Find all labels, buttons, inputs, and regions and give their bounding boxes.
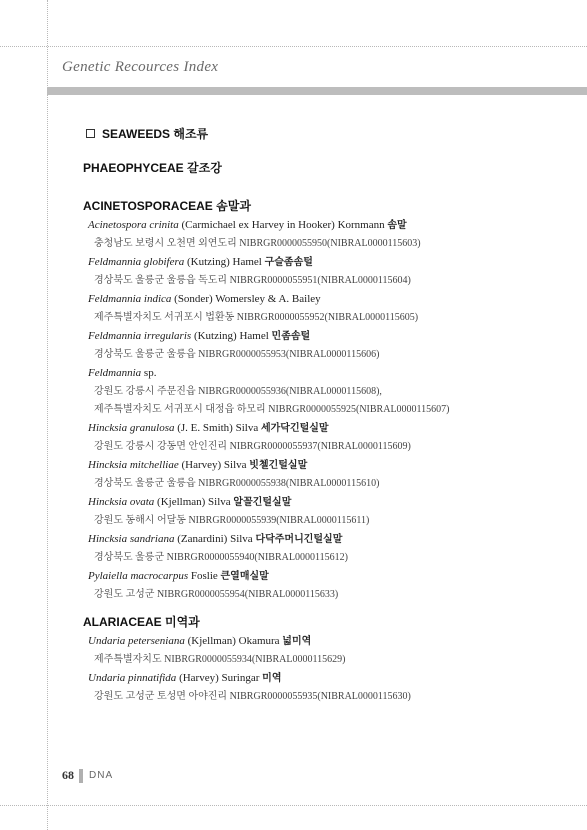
species-korean-name: 큰열매실말 <box>220 571 269 582</box>
species-authority: (J. E. Smith) Silva <box>177 422 259 434</box>
specimen-location: 강원도 동해시 어달동 NIBRGR0000055939(NIBRAL0000115611) <box>94 515 370 526</box>
running-header-title: Genetic Recources Index <box>62 59 219 75</box>
species-line <box>88 493 573 512</box>
species-authority: (Kjellman) Okamura <box>187 635 280 647</box>
species-entry <box>83 290 573 327</box>
species-binomial: Feldmannia indica <box>88 293 172 305</box>
species-line <box>88 530 573 549</box>
species-line <box>88 253 573 272</box>
species-entry <box>83 216 573 253</box>
species-binomial: Undaria pinnatifida <box>88 672 177 684</box>
index-content <box>83 124 573 706</box>
specimen-location: 경상북도 울릉군 울릉읍 NIBRGR0000055953(NIBRAL0000115606) <box>94 349 380 360</box>
species-korean-name: 솜말 <box>387 220 407 231</box>
species-entry <box>83 530 573 567</box>
species-authority: (Harvey) Suringar <box>179 672 260 684</box>
specimen-location: 제주특별자치도 서귀포시 법환동 NIBRGR0000055952(NIBRAL0000115605) <box>94 312 419 323</box>
page-number: 68 <box>62 768 74 782</box>
species-korean-name: 다닥주머니긴털실말 <box>255 534 343 545</box>
specimen-location: 강원도 고성군 토성면 아야진리 NIBRGR0000055935(NIBRAL0000115630) <box>94 691 411 702</box>
species-korean-name: 알꼴긴털실말 <box>233 497 292 508</box>
species-entry <box>83 419 573 456</box>
species-binomial: Feldmannia <box>88 367 142 379</box>
margin-guide-vertical <box>47 0 48 830</box>
species-binomial: Feldmannia irregularis <box>88 330 192 342</box>
specimen-location: 제주특별자치도 서귀포시 대정읍 하모리 NIBRGR0000055925(NIBRAL0000115607) <box>94 404 450 415</box>
specimen-location: 경상북도 울릉군 NIBRGR0000055940(NIBRAL0000115612) <box>94 552 348 563</box>
species-authority: sp. <box>143 367 157 379</box>
species-korean-name: 미역 <box>262 673 282 684</box>
footer-divider <box>79 769 83 783</box>
margin-guide-bottom <box>0 805 587 806</box>
species-binomial: Hincksia mitchelliae <box>88 459 179 471</box>
family-heading: ACINETOSPORACEAE 솜말과 <box>83 198 251 213</box>
species-line <box>88 632 573 651</box>
footer-label: DNA <box>89 770 114 781</box>
species-entry <box>83 632 573 669</box>
species-binomial: Undaria peterseniana <box>88 635 185 647</box>
species-korean-name: 구슬좀솜털 <box>264 257 313 268</box>
species-line <box>88 290 573 309</box>
species-entry <box>83 364 573 419</box>
family-list <box>83 197 573 706</box>
species-line <box>88 216 573 235</box>
species-authority: (Zanardini) Silva <box>177 533 253 545</box>
section-title: SEAWEEDS 해조류 <box>102 126 209 141</box>
species-korean-name: 빗첼긴털실말 <box>249 460 308 471</box>
margin-guide-top <box>0 46 587 47</box>
species-entry <box>83 669 573 706</box>
species-korean-name: 세가닥긴털실말 <box>260 423 329 434</box>
specimen-location: 제주특별자치도 NIBRGR0000055934(NIBRAL0000115629) <box>94 654 346 665</box>
species-binomial: Feldmannia globifera <box>88 256 185 268</box>
species-korean-name: 민좀솜털 <box>271 331 311 342</box>
species-line <box>88 364 573 383</box>
species-line <box>88 456 573 475</box>
specimen-location: 강원도 강릉시 강동면 안인진리 NIBRGR0000055937(NIBRAL0000115609) <box>94 441 411 452</box>
species-binomial: Pylaiella macrocarpus <box>88 570 189 582</box>
specimen-location: 강원도 고성군 NIBRGR0000055954(NIBRAL0000115633) <box>94 589 339 600</box>
species-authority: (Kjellman) Silva <box>157 496 231 508</box>
species-authority: (Harvey) Silva <box>181 459 247 471</box>
species-entry <box>83 327 573 364</box>
specimen-location: 경상북도 울릉군 울릉읍 독도리 NIBRGR0000055951(NIBRAL0000115604) <box>94 275 411 286</box>
species-entry <box>83 456 573 493</box>
species-authority: Foslie <box>190 570 218 582</box>
species-korean-name: 넓미역 <box>282 636 312 647</box>
species-authority: (Carmichael ex Harvey in Hooker) Kornmann <box>181 219 385 231</box>
species-authority: (Kutzing) Hamel <box>187 256 262 268</box>
square-bullet-icon <box>86 129 95 138</box>
species-binomial: Hincksia granulosa <box>88 422 175 434</box>
species-line <box>88 419 573 438</box>
specimen-location: 강원도 강릉시 주문진읍 NIBRGR0000055936(NIBRAL0000115608), <box>94 386 382 397</box>
header-rule-bar <box>47 87 587 95</box>
species-entry <box>83 567 573 604</box>
class-heading: PHAEOPHYCEAE 갈조강 <box>83 160 222 175</box>
species-line <box>88 669 573 688</box>
specimen-location: 충청남도 보령시 오천면 외연도리 NIBRGR0000055950(NIBRAL0000115603) <box>94 238 421 249</box>
family-heading: ALARIACEAE 미역과 <box>83 614 200 629</box>
species-line <box>88 567 573 586</box>
specimen-location: 경상북도 울릉군 울릉읍 NIBRGR0000055938(NIBRAL0000115610) <box>94 478 380 489</box>
species-entry <box>83 253 573 290</box>
species-authority: (Sonder) Womersley & A. Bailey <box>174 293 321 305</box>
species-entry <box>83 493 573 530</box>
species-binomial: Acinetospora crinita <box>88 219 179 231</box>
species-line <box>88 327 573 346</box>
species-binomial: Hincksia sandriana <box>88 533 175 545</box>
page-footer <box>62 768 113 783</box>
species-binomial: Hincksia ovata <box>88 496 155 508</box>
species-authority: (Kutzing) Hamel <box>193 330 269 342</box>
section-heading <box>83 124 573 142</box>
